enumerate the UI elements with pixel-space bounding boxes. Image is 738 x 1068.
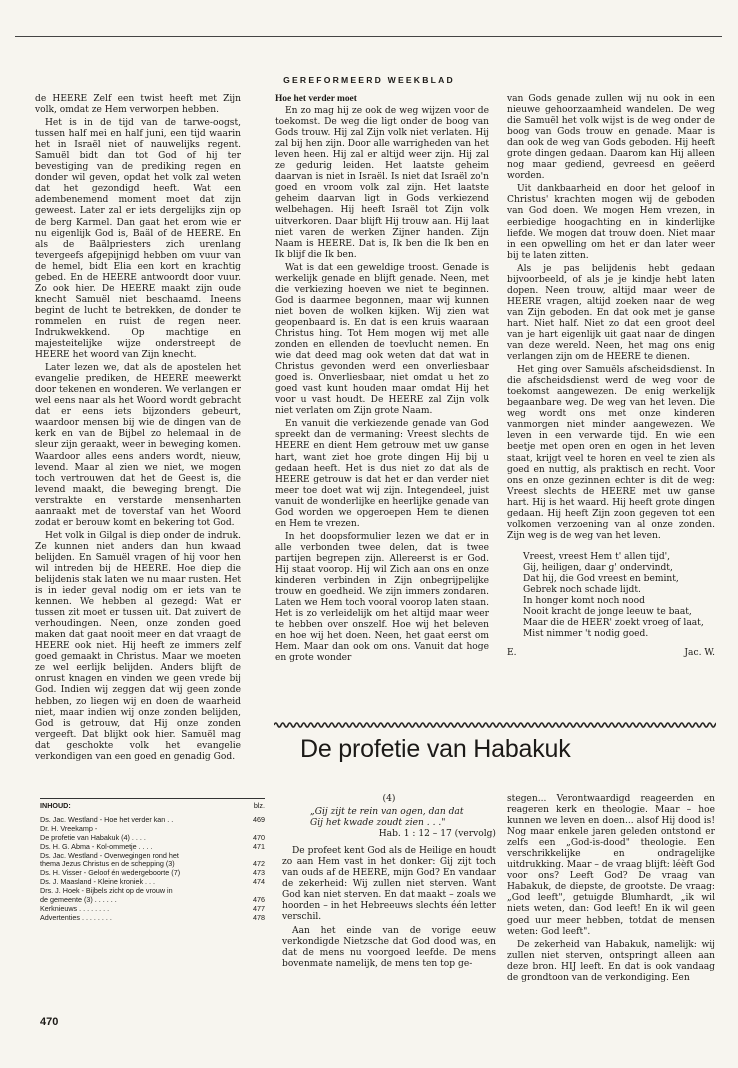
toc-row bbox=[40, 887, 265, 896]
toc-title: INHOUD: bbox=[40, 801, 71, 810]
article-part: (4) bbox=[382, 794, 396, 804]
toc-row bbox=[40, 843, 265, 852]
toc-page: 474 bbox=[253, 877, 265, 887]
section-heading: Hoe het verder moet bbox=[275, 94, 357, 104]
column-middle bbox=[275, 94, 489, 664]
toc-page-label: blz. bbox=[253, 801, 265, 810]
toc-row bbox=[40, 816, 265, 825]
paragraph: Later lezen we, dat als de apostelen het evangelie prediken, de HEERE meewerkt door tekenen en wonderen. We verlangen er wel eens naar als het Woord wordt gebracht dat er eens iets bijzonders gebeurt, waardoor mensen bij wie de dingen van de kerk en van de Bijbel zo helemaal in de sleur zijn geraakt, weer in beweging komen. Waardoor alles eens anders wordt, nieuw, levend. Maar al zien we niet, we mogen toch vertrouwen dat het de Geest is, die levend maakt, die beweging brengt. Die verstrakte en verstarde mensenharten aanraakt met de toverstaf van het Woord zodat er berouw komt en bekering tot God. bbox=[35, 363, 241, 528]
paragraph: De profeet kent God als de Heilige en houdt zo aan Hem vast in het donker: Gij zijt toch van ouds af de HEERE, mijn God? En vandaar de zekerheid: Wij zullen niet sterven. Want God kan niet sterven. En dat maakt – zoals we hoorden – in het Hebreeuws slechts één letter verschil. bbox=[282, 846, 496, 923]
toc-page: 473 bbox=[253, 868, 265, 878]
journal-header: GEREFORMEERD WEEKBLAD bbox=[283, 75, 455, 85]
table-of-contents bbox=[40, 798, 265, 923]
paragraph: de HEERE Zelf een twist heeft met Zijn volk, omdat ze Hem verworpen hebben. bbox=[35, 94, 241, 116]
toc-entry: Kerknieuws . . . . . . . . bbox=[40, 904, 110, 913]
poem-line: Dat hij, die God vreest en bemint, bbox=[523, 573, 679, 584]
toc-entry: Ds. J. Maasland - Kleine kroniek . . . bbox=[40, 878, 156, 887]
toc-rule bbox=[40, 798, 265, 799]
top-rule bbox=[15, 36, 722, 37]
toc-entry: Advertenties . . . . . . . . bbox=[40, 913, 112, 922]
toc-row bbox=[40, 825, 265, 834]
toc-page: 471 bbox=[253, 841, 265, 851]
toc-entry: thema Jezus Christus en de schepping (3) bbox=[40, 860, 175, 869]
toc-entry: Ds. Jac. Westland - Hoe het verder kan . . bbox=[40, 815, 174, 824]
toc-row bbox=[40, 896, 265, 905]
column-left bbox=[35, 94, 241, 763]
toc-row bbox=[40, 834, 265, 843]
article-title: De profetie van Habakuk bbox=[300, 735, 571, 763]
toc-entry: Ds. Jac. Westland - Overwegingen rond het bbox=[40, 851, 179, 860]
poem-line: Gebrek noch schade lijdt. bbox=[523, 585, 641, 596]
paragraph: stegen... Verontwaardigd reageerden en reageren kerk en theologie. Maar – hoe kunnen we leven en doen... alsof Hij dood is! Nog maar enkele jaren geleden ontstond er zelfs een „God-is-dood" theologie. Een verschrikkelijke en ondragelijke uitdrukking. Maar – de vraag blijft: léèft God voor ons? Leeft God? De vraag van Habakuk, de diepste, de grootste. De vraag: „God leeft", getuigde Blumhardt, „ik wil niets weten, dan: God leeft! En ik wil geen goed uur meer hebben, totdat de mensen weten: God leeft". bbox=[507, 794, 715, 937]
toc-entry: Dr. H. Vreekamp - bbox=[40, 824, 98, 833]
paragraph: De zekerheid van Habakuk, namelijk: wij zullen niet sterven, ontspringt alleen aan deze bron. HIJ leeft. En dat is ook vandaag de grondtoon van de verkondiging. Een bbox=[507, 939, 715, 983]
paragraph: Aan het einde van de vorige eeuw verkondigde Nietzsche dat God dood was, en dat de mens nu voorgoed leefde. De mens bovenmate namelijk, de mens ten top ge- bbox=[282, 925, 496, 969]
epigraph-line: „Gij zijt te rein van ogen, dan dat bbox=[310, 807, 464, 818]
poem-line: Mist nimmer 't nodig goed. bbox=[523, 629, 649, 640]
poem-line: Maar die de HEER' zoekt vroeg of laat, bbox=[523, 618, 704, 629]
toc-row bbox=[40, 905, 265, 914]
paragraph: In het doopsformulier lezen we dat er in alle verbonden twee delen, dat is twee partijen begrepen zijn. Allereerst is er God. Hij staat voorop. Hij wil Zich aan ons en onze kinderen verbinden in Zijn onbegrijpelijke trouw en goedheid. We zijn immers zondaren. Laten we Hem toch vooral voorop laten staan. Het is zo verleidelijk om het altijd maar weer te hebben over onszelf. Hoe wij het beleven en hoe wij het doen. Neen, het gaat eerst om Hem. Maar dan ook om ons. Vanuit dat hoge en grote wonder bbox=[275, 531, 489, 664]
toc-page: 470 bbox=[253, 832, 265, 842]
article-column-left bbox=[282, 794, 496, 970]
toc-row bbox=[40, 869, 265, 878]
poem-line: Nooit kracht de jonge leeuw te baat, bbox=[523, 607, 692, 618]
article-column-right bbox=[507, 794, 715, 984]
paragraph: Als je pas belijdenis hebt gedaan bijvoorbeeld, of als je je kindje hebt laten dopen. Neen trouw, altijd maar weer de HEERE vragen, altijd zoeken naar de weg van Zijn geboden. En dat ook met je ganse hart. Niet half. Niet zo dat een groot deel van je hart eigenlijk uit gaat naar de dingen van deze wereld. Neen, het mag ons enig verlangen zijn om de HEERE te dienen. bbox=[507, 263, 715, 363]
toc-header bbox=[40, 802, 265, 811]
signature-initial: E. bbox=[507, 648, 517, 659]
poem-line: Gij, heiligen, daar g' ondervindt, bbox=[523, 562, 673, 573]
toc-page: 478 bbox=[253, 912, 265, 922]
signature bbox=[507, 648, 715, 659]
toc-row bbox=[40, 852, 265, 861]
wavy-divider bbox=[274, 720, 716, 730]
toc-row bbox=[40, 878, 265, 887]
paragraph: Het ging over Samuëls afscheidsdienst. In die afscheidsdienst werd de weg voor de toekomst aangewezen. De enig werkelijk begaanbare weg. De weg van het leven. Die weg wordt ons met onze kinderen vanmorgen niet minder aangewezen. We leven in een verwarde tijd. En wie een beetje met open oren en ogen in het leven staat, krijgt veel te horen en veel te zien als goed en nuttig, als praktisch en recht. Voor ons en onze gezinnen echter is dit de weg: Vreest slechts de HEERE met uw ganse hart. Hij is het waard. Hij heeft grote dingen gedaan. Hij heeft Zijn zoon gegeven tot een volkomen verzoening van al onze zonden. Zijn weg is de weg van het leven. bbox=[507, 365, 715, 541]
poem bbox=[507, 552, 715, 640]
toc-page: 477 bbox=[253, 903, 265, 913]
toc-rows bbox=[40, 816, 265, 923]
toc-page: 472 bbox=[253, 859, 265, 869]
poem-line: Vreest, vreest Hem t' allen tijd', bbox=[523, 551, 671, 562]
paragraph: En zo mag hij ze ook de weg wijzen voor de toekomst. De weg die ligt onder de boog van Gods trouw. Hij zal Zijn volk niet verlaten. Hij zal bij hen zijn. Door alle warrigheden van het leven heen. Hij zal er altijd weer zijn. Hij zal ze gedurig leiden. Het laatste geheim daarvan is niet in Israël. Is niet dat Israël zo'n goed en vroom volk zal zijn. Het laatste geheim daarvan ligt in Gods verkiezend welbehagen. Hij heeft Israël tot Zijn volk uitverkoren. Daar blijft Hij trouw aan. Hij laat niet varen de werken Zijner handen. Zijn Naam is HEERE. Dat is, Ik ben die Ik ben en Ik blijf die Ik ben. bbox=[275, 106, 489, 260]
toc-entry: Ds. H. G. Abma - Kol-ommetje . . . . bbox=[40, 842, 153, 851]
paragraph: En vanuit die verkiezende genade van God spreekt dan de vermaning: Vreest slechts de HEERE en dient Hem getrouw met uw ganse hart, want ziet hoe grote dingen Hij bij u gedaan heeft. Het is dus niet zo dat als de HEERE getrouw is dat het er dan verder niet meer toe doet wat wij zijn. Integendeel, juist vanuit de wonderlijke en heerlijke genade van God worden we opgeroepen Hem te dienen en Hem te vrezen. bbox=[275, 419, 489, 529]
signature-author: Jac. W. bbox=[684, 648, 715, 659]
epigraph-line: Gij het kwade zoudt zien . . ." bbox=[310, 818, 446, 829]
toc-entry: De profetie van Habakuk (4) . . . . bbox=[40, 833, 146, 842]
toc-row bbox=[40, 914, 265, 923]
toc-page: 476 bbox=[253, 895, 265, 905]
scripture-reference: Hab. 1 : 12 – 17 (vervolg) bbox=[378, 829, 496, 840]
paragraph: van Gods genade zullen wij nu ook in een nieuwe gehoorzaamheid wandelen. De weg die Samuël het volk wijst is de weg onder de boog van Gods trouw en genade. Maar is dan ook de weg van Gods geboden. Hij heeft grote dingen gedaan. Daarom kan Hij alleen nog maar gediend, gevreesd en geëerd worden. bbox=[507, 94, 715, 182]
toc-entry: de gemeente (3) . . . . . . bbox=[40, 896, 117, 905]
toc-entry: Drs. J. Hoek - Bijbels zicht op de vrouw in bbox=[40, 887, 173, 896]
page-number: 470 bbox=[40, 1016, 59, 1028]
paragraph: Het volk in Gilgal is diep onder de indruk. Ze kunnen niet anders dan hun kwaad belijden. En Samuël vragen of hij voor hen wil intreden bij de HEERE. Hoe diep die belijdenis stak laten we nu maar rusten. Het is in ieder geval nodig om er iets van te kennen. We hebben al gezegd: Wat er tussen zit moet er tussen uit. Dat zuivert de verhoudingen. Neen, onze zonden goed maken dat gaat nooit meer en dat vraagt de HEERE ook niet. Hij heeft ze immers zelf goed gemaakt in Christus. Maar we moeten ze wel eerlijk belijden. Anders blijft de onrust knagen en vinden we geen vrede bij God. Indien wij zeggen dat wij geen zonde hebben, zo liegen wij en doen de waarheid niet, maar indien wij onze zonden belijden, God is getrouw, dat Hij onze zonden vergeeft. Dat blijkt ook hier. Samuël mag dat geschokte volk het evangelie verkondigen van een goed en genadig God. bbox=[35, 530, 241, 762]
column-right bbox=[507, 94, 715, 659]
toc-page: 469 bbox=[253, 814, 265, 824]
poem-line: In honger komt noch nood bbox=[523, 596, 645, 607]
paragraph: Het is in de tijd van de tarwe-oogst, tussen half mei en half juni, een tijd waarin het in Israël niet of nauwelijks regent. Samuël bidt dan tot God of hij ter bevestiging van de prediking regen en donder wil geven, opdat het volk zal weten dat het gezondigd heeft. Wat een adembenemend moment moet dat zijn geweest. Later zal er iets dergelijks zijn op de berg Karmel. Dan gaat het erom wie er nu eigenlijk God is, Baäl of de HEERE. En als de Baälpriesters zich urenlang tevergeefs afgepijnigd hebben om vuur van de hemel, bidt Elia een kort en krachtig gebed. En de HEERE antwoordt door vuur. Zo ook hier. De HEERE maakt zijn oude knecht Samuël niet beschaamd. Ineens begint de lucht te betrekken, de donder te rommelen en ruist de regen neer. Indrukwekkend. Op machtige en majesteitelijke wijze onderstreept de HEERE het woord van Zijn knecht. bbox=[35, 118, 241, 361]
toc-row bbox=[40, 860, 265, 869]
paragraph: Uit dankbaarheid en door het geloof in Christus' krachten mogen wij de geboden van God doen. We mogen Hem vrezen, in eerbiedige hoogachting en in kinderlijke liefde. We mogen dat trouw doen. Niet maar in een opwelling om het er dan later weer bij te laten zitten. bbox=[507, 184, 715, 261]
toc-entry: Ds. H. Visser - Geloof én wedergeboorte (7) bbox=[40, 869, 181, 878]
paragraph: Wat is dat een geweldige troost. Genade is werkelijk genade en blijft genade. Neen, met die verkiezing hoeven we niet te beginnen. God is daarmee begonnen, maar wij kunnen niet boven de wolken kijken. Wij zien wat geopenbaard is. En dat is een kruis waaraan Christus hing. Tot Hem mogen wij met alle zonden en ellenden de toevlucht nemen. En wie dat deed mag ook weten dat dat wat in Christus gevonden werd een onverliesbaar goed is. Onverliesbaar, niet omdat u het zo goed vast kunt houden maar omdat Hij het voor u vast houdt. De HEERE zal Zijn volk niet verlaten om Zijn grote Naam. bbox=[275, 262, 489, 417]
